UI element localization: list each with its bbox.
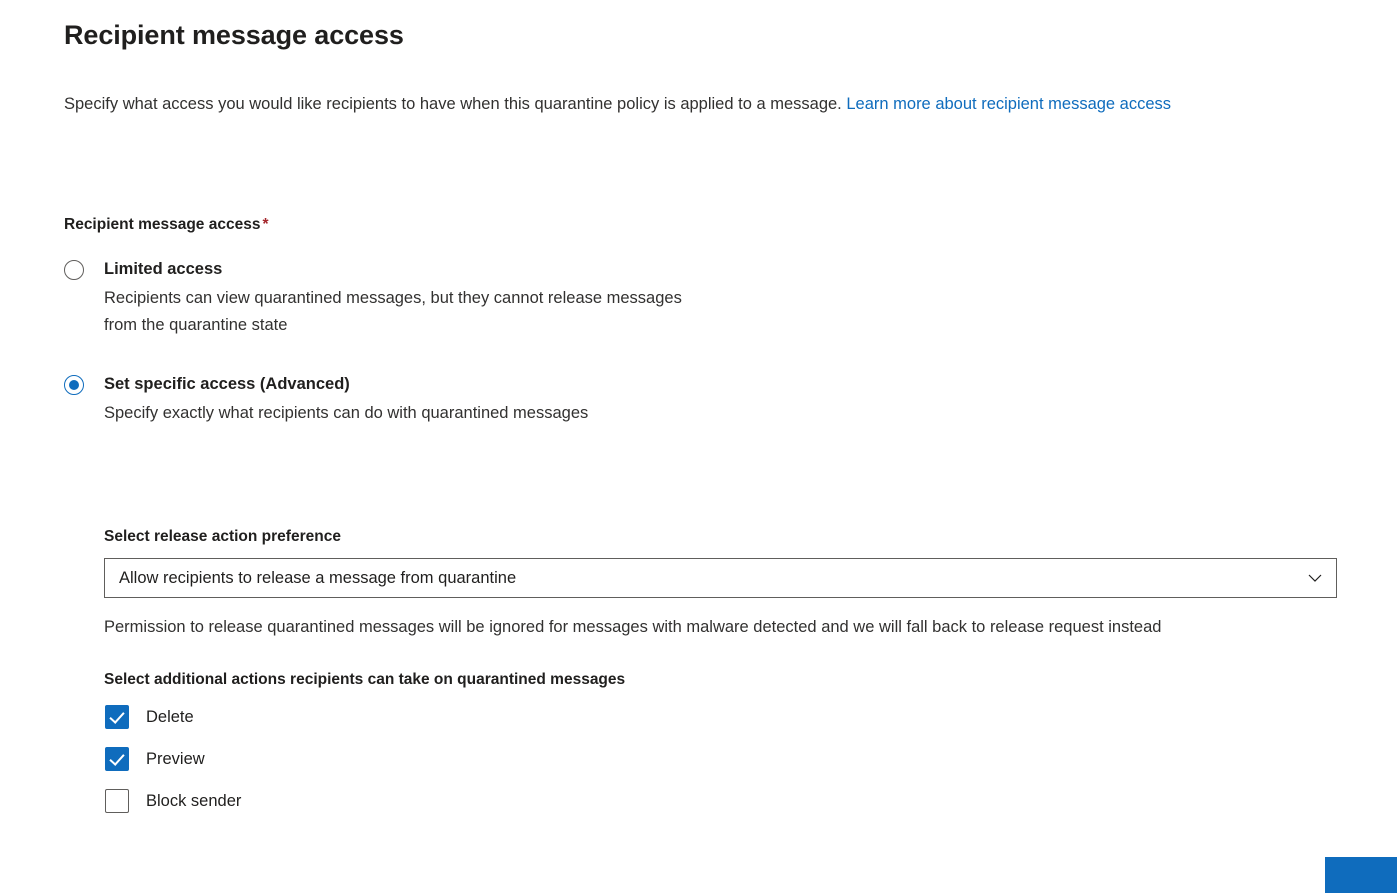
release-permission-hint: Permission to release quarantined messages will be ignored for messages with malware detected and we will fall back to release request instead (104, 618, 1162, 636)
checkbox-delete-label[interactable]: Delete (146, 708, 194, 726)
release-action-preference-value: Allow recipients to release a message from quarantine (119, 568, 517, 587)
checkbox-delete-icon[interactable] (105, 705, 129, 729)
checkbox-block-sender-label[interactable]: Block sender (146, 792, 242, 810)
radio-limited-desc-line2: from the quarantine state (104, 316, 288, 334)
radio-option-set-specific-access-description: Specify exactly what recipients can do with quarantined messages (104, 404, 589, 422)
required-indicator: * (262, 216, 269, 233)
checkbox-preview-label[interactable]: Preview (146, 750, 205, 768)
radio-limited-access-icon[interactable] (64, 260, 84, 280)
intro-text: Specify what access you would like recipients to have when this quarantine policy is applied to a message. (64, 95, 847, 113)
additional-actions-title: Select additional actions recipients can take on quarantined messages (104, 671, 626, 688)
radio-option-limited-access-description (104, 285, 1064, 339)
radio-option-limited-access[interactable] (64, 258, 1064, 339)
checkbox-row-preview[interactable] (104, 747, 1337, 773)
radio-option-set-specific-access-label[interactable]: Set specific access (Advanced) (104, 375, 350, 393)
page-title: Recipient message access (64, 20, 404, 50)
radio-limited-desc-line1: Recipients can view quarantined messages, but they cannot release messages (104, 289, 682, 307)
release-action-preference-select[interactable] (104, 558, 1337, 598)
specific-access-settings (104, 528, 1337, 815)
checkbox-block-sender-icon[interactable] (105, 789, 129, 813)
chevron-down-icon[interactable] (1307, 570, 1323, 586)
field-label-recipient-message-access (64, 216, 269, 234)
intro-paragraph (64, 90, 1339, 119)
checkbox-row-block-sender[interactable] (104, 789, 1337, 815)
learn-more-link[interactable]: Learn more about recipient message access (846, 95, 1172, 113)
release-preference-label: Select release action preference (104, 528, 341, 545)
field-label-text: Recipient message access (64, 216, 261, 233)
checkbox-preview-icon[interactable] (105, 747, 129, 771)
checkbox-row-delete[interactable] (104, 705, 1337, 731)
primary-action-button-partial[interactable] (1325, 857, 1397, 893)
radio-option-set-specific-access[interactable] (64, 373, 1064, 427)
recipient-message-access-radio-group (64, 258, 1064, 449)
radio-set-specific-access-icon[interactable] (64, 375, 84, 395)
radio-option-limited-access-label[interactable]: Limited access (104, 260, 223, 278)
